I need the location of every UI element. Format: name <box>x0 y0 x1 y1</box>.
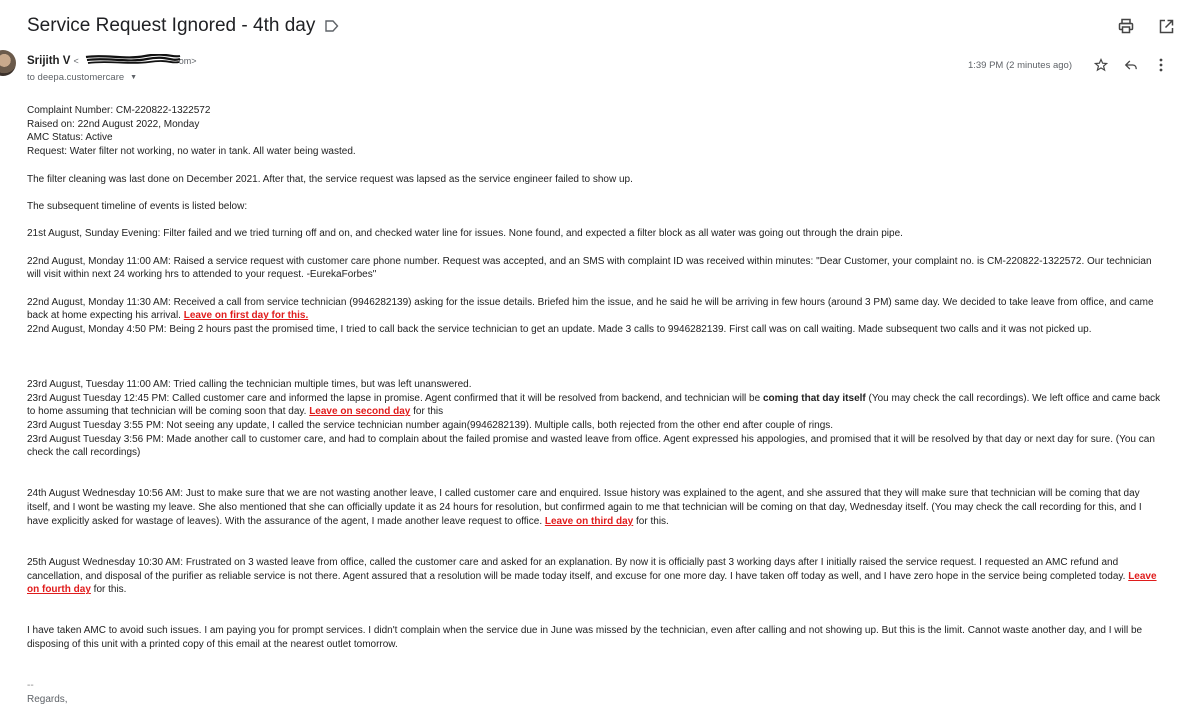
timeline-aug23-355: 23rd August Tuesday 3:55 PM: Not seeing any update, I called the service technician number again(9946282139). Multiple calls, both rejected from the other end after couple of rings. <box>27 419 834 431</box>
sender-email-prefix: < <box>73 56 79 66</box>
request-line: Request: Water filter not working, no water in tank. All water being wasted. <box>27 146 356 158</box>
more-vert-icon[interactable] <box>1148 53 1174 77</box>
timeline-aug23-11am: 23rd August, Tuesday 11:00 AM: Tried calling the technician multiple times, but was left unanswered. <box>27 378 472 390</box>
timeline-aug21: 21st August, Sunday Evening: Filter failed and we tried turning off and on, and checked water line for issues. None found, and expected a filter block as all water was going out through the drain pipe. <box>27 228 903 240</box>
recipient: to deepa.customercare <box>27 72 125 83</box>
timestamp: 1:39 PM (2 minutes ago) <box>967 59 1072 71</box>
sender-email-suffix: om> <box>178 56 197 66</box>
timeline-aug25: 25th August Wednesday 10:30 AM: Frustrated on 3 wasted leave from office, called the customer care and asked for an explanation. By now it is officially past 3 working days after I initially raised the service request. I requested an AMC refund and cancellation, and disposal of the purifier as reliable service is not there. Agent assured that a resolution will be made today itself, and excuse for one more day. I have taken off today as well, and I have zero hope in the service being completed today. Leave on fourth day for this. <box>27 556 1157 596</box>
star-icon[interactable] <box>1088 53 1114 77</box>
leave-fourth-day: Leave on fourth day <box>27 570 1157 596</box>
sender-block <box>27 55 196 83</box>
timeline-aug22-11am: 22nd August, Monday 11:00 AM: Raised a service request with customer care phone number. Request was accepted, and an SMS with complaint ID was received within minutes: "Dear Customer, your complaint no. is CM-220822-1322572. Our technician will visit within next 24 working hrs to attended to your request. -EurekaForbes" <box>27 255 1152 281</box>
recipient-line[interactable] <box>27 72 196 83</box>
timeline-aug22-1130: 22nd August, Monday 11:30 AM: Received a call from service technician (9946282139) asking for the issue details. Briefed him the issue, and he said he will be arriving in few hours (around 3 PM) same day. We decided to take leave from office, and came back at home expecting his arrival. Leave on first day for this. <box>27 296 1154 322</box>
intro-paragraph: The filter cleaning was last done on December 2021. After that, the service request was lapsed as the service engineer failed to show up. <box>27 173 633 185</box>
raised-on: Raised on: 22nd August 2022, Monday <box>27 118 200 130</box>
complaint-number: Complaint Number: CM-220822-1322572 <box>27 105 211 116</box>
redaction-scribble <box>85 54 181 65</box>
signature-regards: Regards, <box>27 693 68 705</box>
sender-email <box>73 56 196 66</box>
timeline-aug23-1245: 23rd August Tuesday 12:45 PM: Called customer care and informed the lapse in promise. Agent confirmed that it will be resolved from backend, and technician will be coming that day itself (You may check the call recordings). We left office and came back to home assuming that technician will be coming soon that day. Leave on second day for this <box>27 392 1161 418</box>
leave-first-day: Leave on first day for this. <box>183 310 309 322</box>
timeline-intro: The subsequent timeline of events is listed below: <box>27 200 248 212</box>
closing-paragraph: I have taken AMC to avoid such issues. I am paying you for prompt services. I didn't complain when the service due in June was missed by the technician, even after calling and not showing up. But this is the limit. Cannot waste another day, and I will be disposing of this unit with a printed copy of this email at the nearest outlet tomorrow. <box>27 625 1143 651</box>
reply-icon[interactable] <box>1118 53 1144 77</box>
timeline-aug24: 24th August Wednesday 10:56 AM: Just to make sure that we are not wasting another leave, I called customer care and enquired. Issue history was explained to the agent, and she assured that they will make sure that technician will be coming that day itself, and I wont be wasting my leave. She also mentioned that she can officially update it as 24 hours for resolution, but confirmed again to me that technician will be coming on that day, Wednesday itself. (You may check the call recording for this, and I have explicitly asked for wastage of leaves). With the assurance of the agent, I made another leave request to office. Leave on third day for this. <box>27 488 1142 527</box>
email-body <box>27 104 1162 707</box>
print-icon[interactable] <box>1114 14 1138 38</box>
avatar[interactable] <box>0 50 16 76</box>
email-subject: Service Request Ignored - 4th day <box>27 15 316 36</box>
open-in-new-window-icon[interactable] <box>1154 14 1178 38</box>
amc-status: AMC Status: Active <box>27 132 113 144</box>
label-icon[interactable] <box>325 20 339 32</box>
chevron-down-icon[interactable]: ▼ <box>130 74 138 81</box>
timeline-aug23-356: 23rd August Tuesday 3:56 PM: Made another call to customer care, and had to complain about the failed promise and wasted leave from office. Agent expressed his appologies, and promised that it will be resolved by that day or next day for sure. (You can check the call recordings) <box>27 433 1155 459</box>
sender-name[interactable]: Srijith V <box>27 55 71 67</box>
subject-row <box>27 11 339 41</box>
leave-third-day: Leave on third day <box>544 515 634 527</box>
top-actions <box>1114 14 1178 38</box>
signature-separator: -- <box>27 680 34 692</box>
timeline-aug22-450: 22nd August, Monday 4:50 PM: Being 2 hours past the promised time, I tried to call back the service technician to get an update. Made 3 calls to 9946282139. First call was on call waiting. Made subsequent two calls and it was not picked up. <box>27 324 1092 336</box>
message-meta <box>968 53 1174 77</box>
leave-second-day: Leave on second day <box>309 406 411 418</box>
coming-that-day-itself: coming that day itself <box>762 392 866 404</box>
